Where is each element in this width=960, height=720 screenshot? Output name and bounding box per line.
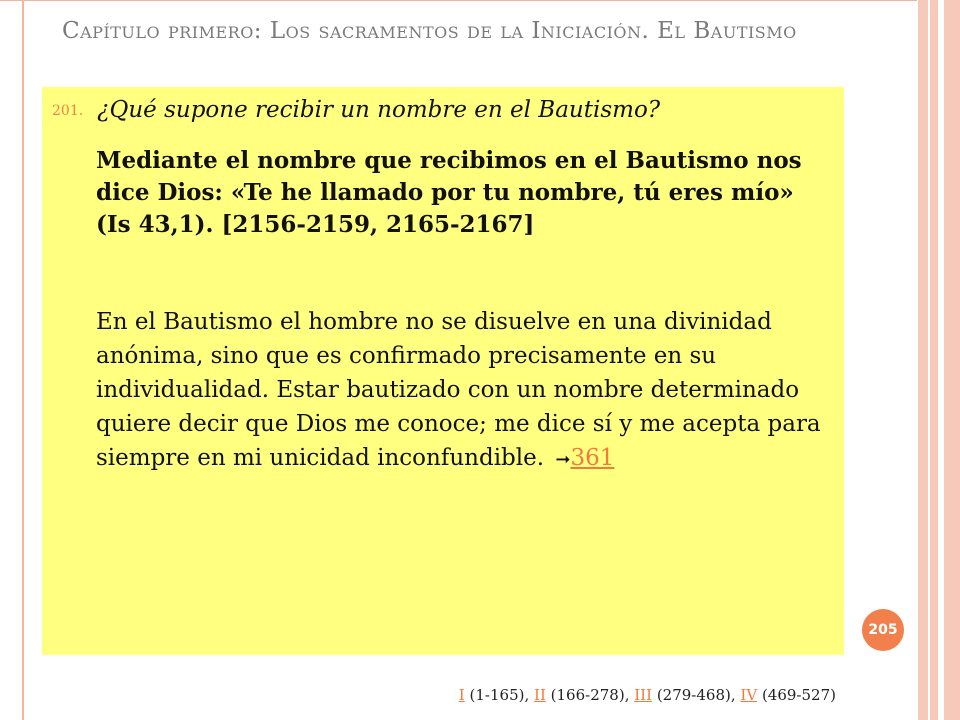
nav-link-part-3[interactable]: III [634,686,653,704]
right-decorative-stripe [944,0,960,720]
page-number-badge: 205 [862,609,904,651]
right-decorative-stripe [918,0,928,720]
nav-range-part-1: (1-165) [469,686,525,704]
question-number: 201. [52,103,84,119]
content-box [42,87,844,655]
nav-range-part-4: (469-527) [761,686,836,704]
nav-link-part-4[interactable]: IV [740,686,758,704]
nav-separator: , [524,686,535,704]
slide-title: Capítulo primero: Los sacramentos de la Iniciación. El Bautismo [62,18,797,44]
question-text: ¿Qué supone recibir un nombre en el Bautismo? [97,97,661,123]
nav-separator: , [624,686,635,704]
nav-range-part-2: (166-278) [550,686,625,704]
nav-separator: , [730,686,741,704]
nav-link-part-1[interactable]: I [458,686,465,704]
reference-link-361[interactable]: 361 [570,445,615,471]
answer-text: Mediante el nombre que recibimos en el Bautismo nos dice Dios: «Te he llamado por tu nombre, tú eres mío» (Is 43,1). [2156-2159, 2165-2167] [96,147,802,238]
arrow-right-icon: ➞ [555,449,571,470]
nav-link-part-2[interactable]: II [534,686,546,704]
nav-range-part-3: (279-468) [656,686,731,704]
bottom-navigation [459,686,836,704]
question-row [52,97,832,123]
top-border-line [0,0,917,1]
left-border-line [22,0,24,720]
commentary-text: En el Bautismo el hombre no se disuelve en una divinidad anónima, sino que es confirmado precisamente en su individualidad. Estar bautizado con un nombre determinado quiere decir que Dios me conoce; me dice sí y me acepta para siempre en mi unicidad inconfundible. [96,309,821,471]
commentary-paragraph [96,305,836,477]
right-decorative-stripe [930,0,938,720]
